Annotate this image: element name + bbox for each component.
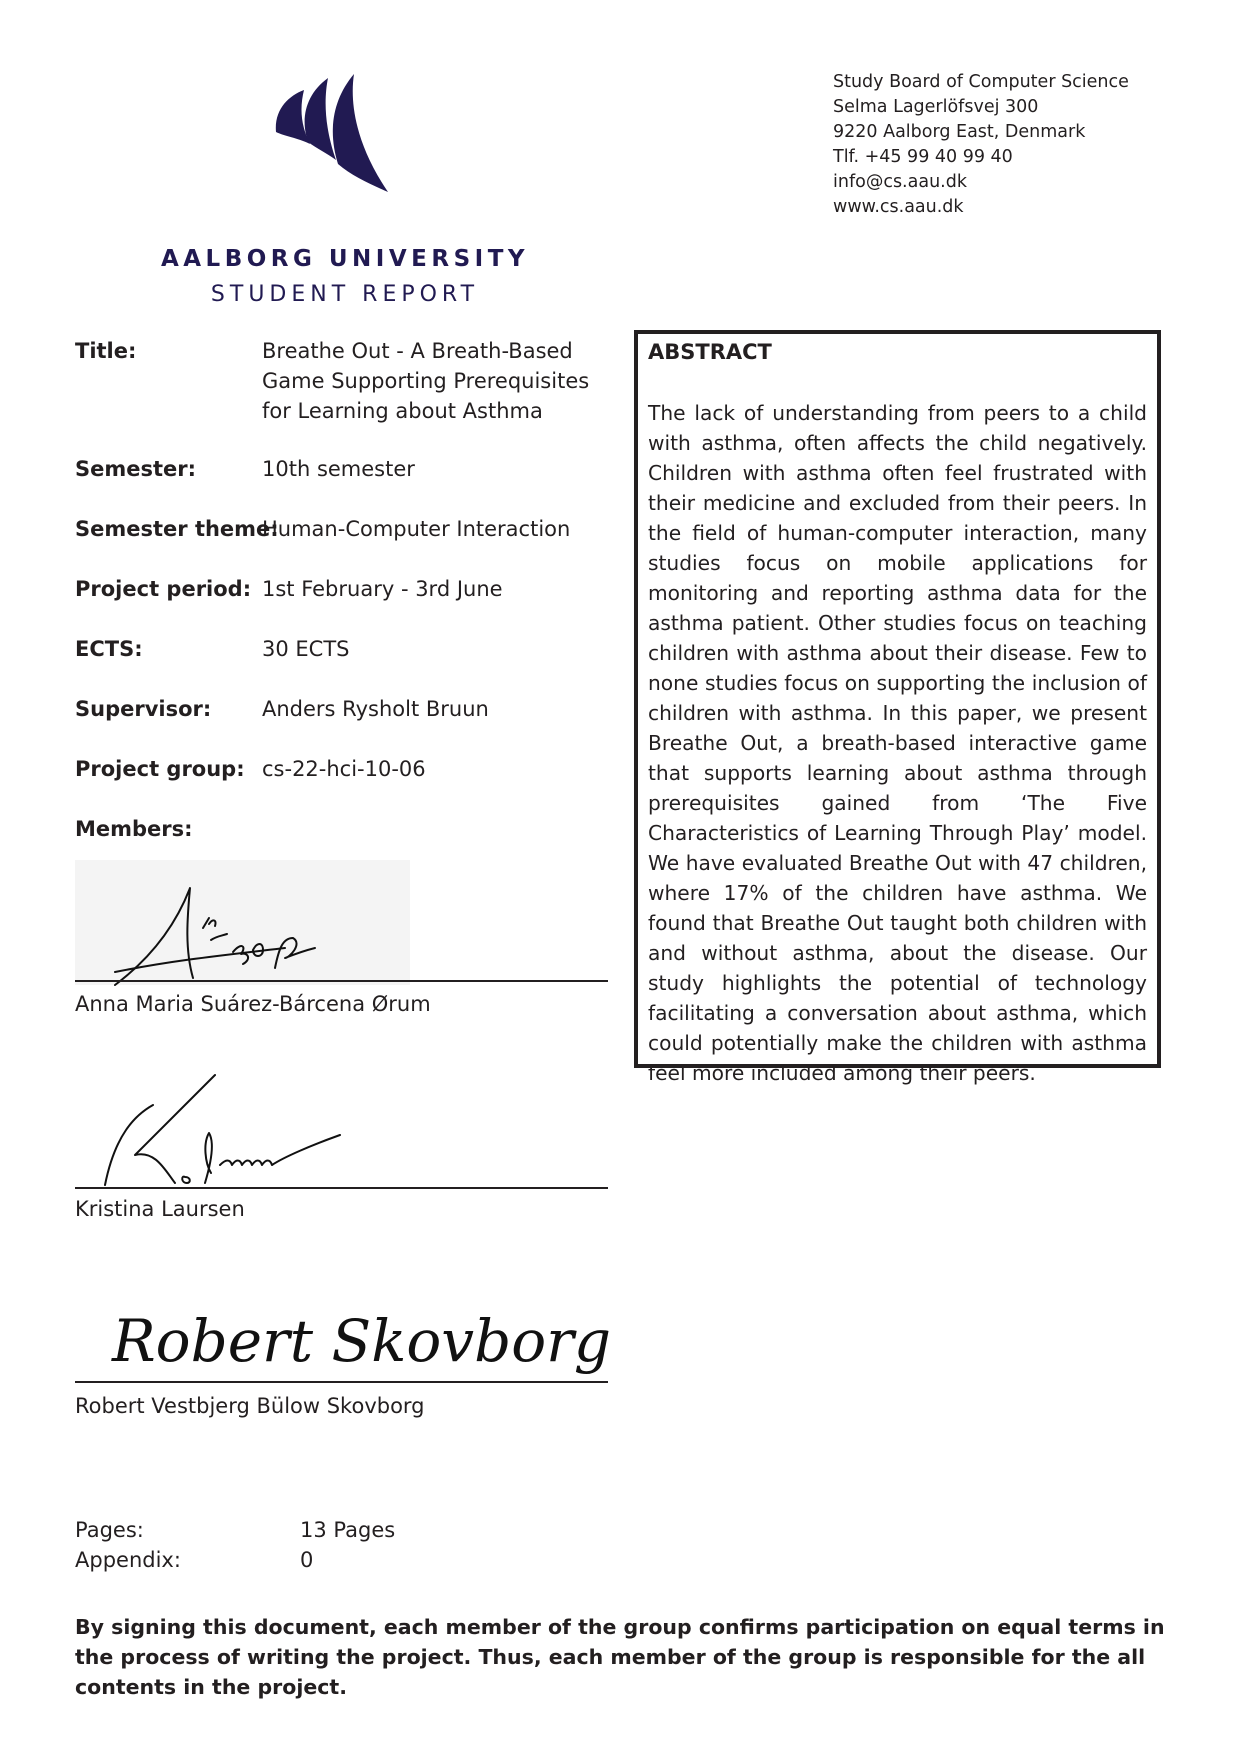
signature-line-1 [75, 980, 608, 982]
signature-line-2 [75, 1187, 608, 1189]
contact-street: Selma Lagerlöfsvej 300 [833, 97, 1039, 117]
member-name-1: Anna Maria Suárez-Bárcena Ørum [75, 992, 431, 1016]
supervisor-value: Anders Rysholt Bruun [262, 697, 489, 721]
info-members-row [75, 814, 615, 844]
info-theme-row [75, 514, 615, 544]
contact-block [833, 70, 1129, 220]
contact-city: 9220 Aalborg East, Denmark [833, 122, 1086, 142]
info-title-row [75, 336, 615, 426]
info-supervisor-row [75, 694, 615, 724]
signature-anna [75, 860, 425, 990]
signature-kristina [75, 1065, 375, 1190]
semester-value: 10th semester [262, 457, 415, 481]
period-label: Project period: [75, 577, 252, 601]
contact-board: Study Board of Computer Science [833, 72, 1129, 92]
members-label: Members: [75, 817, 193, 841]
signature-robert: Robert Skovborg [112, 1307, 611, 1375]
member-name-2: Kristina Laursen [75, 1197, 245, 1221]
theme-label: Semester theme: [75, 517, 279, 541]
member-name-3: Robert Vestbjerg Bülow Skovborg [75, 1394, 425, 1418]
contact-website: www.cs.aau.dk [833, 197, 964, 217]
ects-value: 30 ECTS [262, 637, 350, 661]
info-group-row [75, 754, 615, 784]
info-period-row [75, 574, 615, 604]
pages-value: 13 Pages [300, 1518, 396, 1542]
report-type: STUDENT REPORT [210, 282, 480, 307]
university-name: AALBORG UNIVERSITY [160, 246, 530, 272]
appendix-label: Appendix: [75, 1548, 181, 1572]
period-value: 1st February - 3rd June [262, 577, 503, 601]
appendix-row [75, 1545, 575, 1575]
signature-line-3 [75, 1381, 608, 1383]
theme-value: Human-Computer Interaction [262, 517, 571, 541]
group-value: cs-22-hci-10-06 [262, 757, 426, 781]
abstract-box [634, 330, 1161, 1085]
info-semester-row [75, 454, 615, 484]
title-value: Breathe Out - A Breath-Based Game Supporting Prerequisites for Learning about Asthma [262, 339, 590, 423]
group-label: Project group: [75, 757, 245, 781]
pages-label: Pages: [75, 1518, 144, 1542]
info-ects-row [75, 634, 615, 664]
signing-statement: By signing this document, each member of the group confirms participation on equal terms in the process of writing the project. Thus, each member of the group is responsible for the all contents in the project. [75, 1615, 1165, 1699]
contact-email: info@cs.aau.dk [833, 172, 967, 192]
contact-phone: Tlf. +45 99 40 99 40 [833, 147, 1013, 167]
appendix-value: 0 [300, 1548, 314, 1572]
semester-label: Semester: [75, 457, 197, 481]
pages-row [75, 1515, 575, 1545]
supervisor-label: Supervisor: [75, 697, 212, 721]
title-label: Title: [75, 339, 137, 363]
ects-label: ECTS: [75, 637, 143, 661]
aau-wave-logo-icon [270, 72, 400, 202]
abstract-heading: ABSTRACT [648, 340, 772, 364]
abstract-text: The lack of understanding from peers to a child with asthma, often affects the child negatively. Children with asthma often feel frustrated with their medicine and excluded from their peers. In the field of human-computer interaction, many studies focus on mobile applications for monitoring and reporting asthma data for the asthma patient. Other studies focus on teaching children with asthma about their disease. Few to none studies focus on supporting the inclusion of children with asthma. In this paper, we present Breathe Out, a breath-based interactive game that supports learning about asthma through prerequisites gained from ‘The Five Characteristics of Learning Through Play’ model. We have evaluated Breathe Out with 47 children, where 17% of the children have asthma. We found that Breathe Out taught both children with and without asthma, about the disease. Our study highlights the potential of technology facilitating a conversation about asthma, which could potentially make the children with asthma feel more included among their peers. [648, 401, 1147, 1085]
